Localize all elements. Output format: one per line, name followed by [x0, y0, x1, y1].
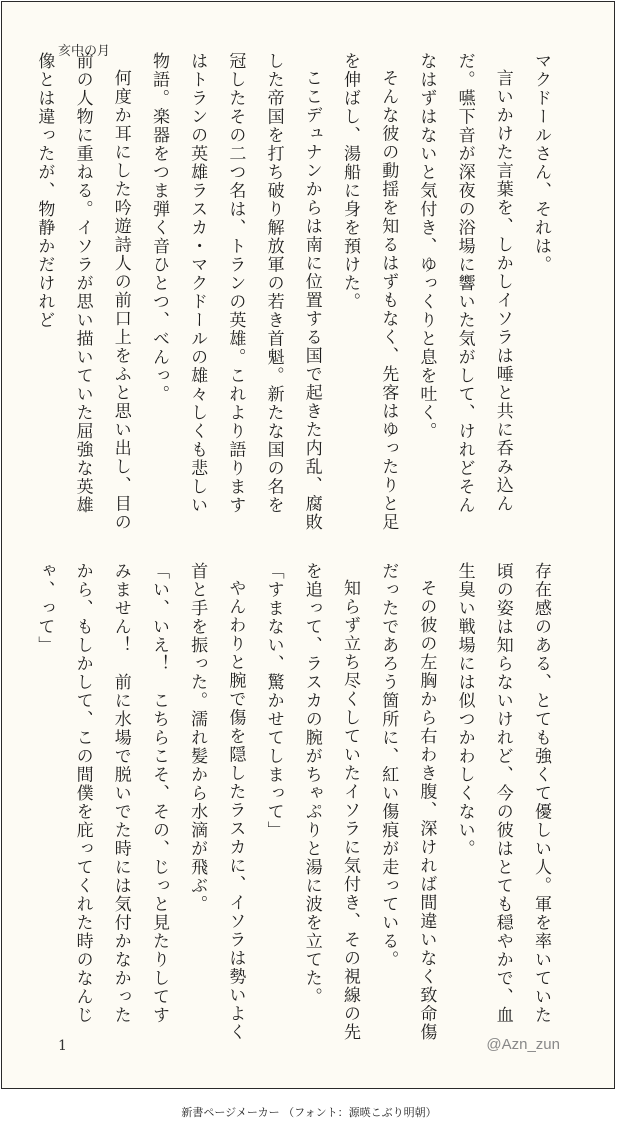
paragraph: 知らず立ち尽くしていたイソラに気付き、その視線の先を追って、ラスカの腕がちゃぷりと湯に波を立てた。 [301, 562, 360, 1042]
dialogue-line: 「い、いえ！ こちらこそ、その、じっと見たりしてすみません！ 前に水場で脱いでた時には気付かなかったから、もしかして、この間僕を庇ってくれた時のなんじゃ、って」 [34, 562, 169, 1025]
paragraph: 存在感のある、とても強くて優しい人。軍を率いていた頃の姿は知らないけれど、今の彼はとても穏やかで、血生臭い戦場には似つかわしくない。 [454, 562, 551, 1025]
paragraph: そんな彼の動揺を知るはずもなく、先客はゆったりと足を伸ばし、湯船に身を預けた。 [339, 52, 399, 532]
paragraph: ここデュナンからは南に位置する国で起きた内乱、腐敗した帝国を打ち破り解放軍の若き首魁。新たな国の名を冠したその二つ名は、トランの英雄。これより語りますはトランの英雄ラスカ・マクドールの雄々しくも悲しい物語。楽器をつま弾く音ひとつ、べんっ。 [148, 52, 322, 532]
chapter-title: 亥中の月 [58, 44, 111, 59]
paragraph: マクドールさん、それは。 [531, 52, 551, 274]
author-handle: @Azn_zun [486, 1036, 560, 1053]
dialogue-line: 「すまない、驚かせてしまって」 [263, 562, 284, 840]
generator-credit: 新書ページメーカー （フォント：源暎こぶり明朝） [181, 1106, 437, 1119]
page-number: 1 [58, 1038, 67, 1054]
book-page [1, 1, 615, 1089]
text-block-top [34, 52, 560, 532]
paragraph: やんわりと腕で傷を隠したラスカに、イソラは勢いよく首と手を振った。濡れ髪から水滴が飛ぶ。 [187, 562, 246, 1042]
paragraph: 何度か耳にした吟遊詩人の前口上をふと思い出し、目の前の人物に重ねる。イソラが思い描いていた屈強な英雄像とは違ったが、物静かだけれど [34, 52, 131, 532]
paragraph: その彼の左胸から右わき腹、深ければ間違いなく致命傷だったであろう箇所に、紅い傷痕が走っている。 [378, 562, 437, 1042]
text-block-bottom [34, 562, 560, 1042]
paragraph: 言いかけた言葉を、しかしイソラは唾と共に呑み込んだ。嚥下音が深夜の浴場に響いた気がして、けれどそんなはずはないと気付き、ゆっくりと息を吐く。 [416, 52, 513, 515]
